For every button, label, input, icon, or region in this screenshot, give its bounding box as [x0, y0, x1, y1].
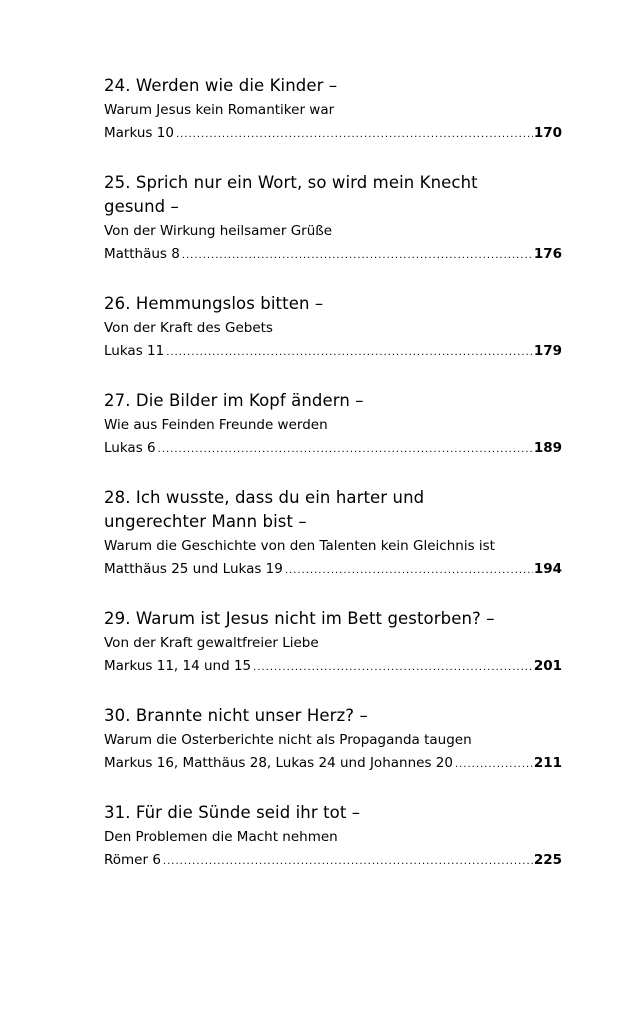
table-of-contents [104, 74, 562, 898]
entry-page-number: 194 [533, 561, 562, 577]
toc-entry [104, 292, 562, 389]
entry-reference-line [104, 849, 562, 873]
entry-subtitle: Den Problemen die Macht nehmen [104, 829, 338, 845]
entry-reference-line [104, 243, 562, 267]
entry-page-number: 225 [533, 852, 562, 868]
entry-reference-line [104, 752, 562, 776]
toc-entry [104, 704, 562, 801]
entry-reference: Markus 11, 14 und 15 [104, 658, 252, 674]
entry-reference-line [104, 558, 562, 582]
toc-entry [104, 74, 562, 171]
entry-title: 27. Die Bilder im Kopf ändern – [104, 391, 364, 410]
entry-title: 31. Für die Sünde seid ihr tot – [104, 803, 361, 822]
entry-title: 29. Warum ist Jesus nicht im Bett gestorben? – [104, 609, 495, 628]
dot-leader [163, 851, 533, 873]
entry-title: 25. Sprich nur ein Wort, so wird mein Knecht gesund – [104, 173, 478, 216]
entry-subtitle: Warum die Geschichte von den Talenten kein Gleichnis ist [104, 538, 495, 554]
dot-leader [182, 245, 533, 267]
entry-reference: Markus 16, Matthäus 28, Lukas 24 und Johannes 20 [104, 755, 453, 771]
entry-page-number: 176 [533, 246, 562, 262]
dot-leader [158, 439, 533, 461]
entry-reference: Matthäus 25 und Lukas 19 [104, 561, 283, 577]
entry-subtitle: Von der Wirkung heilsamer Grüße [104, 223, 333, 239]
toc-entry [104, 171, 562, 292]
entry-reference: Matthäus 8 [104, 246, 180, 262]
toc-entry [104, 801, 562, 898]
toc-entry [104, 389, 562, 486]
dot-leader [285, 560, 533, 582]
entry-page-number: 179 [533, 343, 562, 359]
dot-leader [176, 124, 533, 146]
entry-title: 30. Brannte nicht unser Herz? – [104, 706, 368, 725]
entry-subtitle: Warum Jesus kein Romantiker war [104, 102, 335, 118]
dot-leader [455, 754, 533, 776]
entry-page-number: 201 [533, 658, 562, 674]
entry-subtitle: Von der Kraft des Gebets [104, 320, 273, 336]
entry-title: 24. Werden wie die Kinder – [104, 76, 338, 95]
entry-page-number: 170 [533, 125, 562, 141]
entry-subtitle: Warum die Osterberichte nicht als Propaganda taugen [104, 732, 472, 748]
entry-reference: Lukas 11 [104, 343, 165, 359]
entry-reference-line [104, 122, 562, 146]
entry-page-number: 211 [533, 755, 562, 771]
entry-subtitle: Wie aus Feinden Freunde werden [104, 417, 328, 433]
entry-reference-line [104, 437, 562, 461]
entry-reference-line [104, 655, 562, 679]
entry-page-number: 189 [533, 440, 562, 456]
entry-subtitle: Von der Kraft gewaltfreier Liebe [104, 635, 319, 651]
toc-entry [104, 486, 562, 607]
entry-reference: Römer 6 [104, 852, 161, 868]
dot-leader [253, 657, 533, 679]
entry-reference-line [104, 340, 562, 364]
entry-title: 28. Ich wusste, dass du ein harter und ungerechter Mann bist – [104, 488, 425, 531]
toc-entry [104, 607, 562, 704]
entry-title: 26. Hemmungslos bitten – [104, 294, 324, 313]
entry-reference: Markus 10 [104, 125, 174, 141]
entry-reference: Lukas 6 [104, 440, 156, 456]
dot-leader [166, 342, 533, 364]
